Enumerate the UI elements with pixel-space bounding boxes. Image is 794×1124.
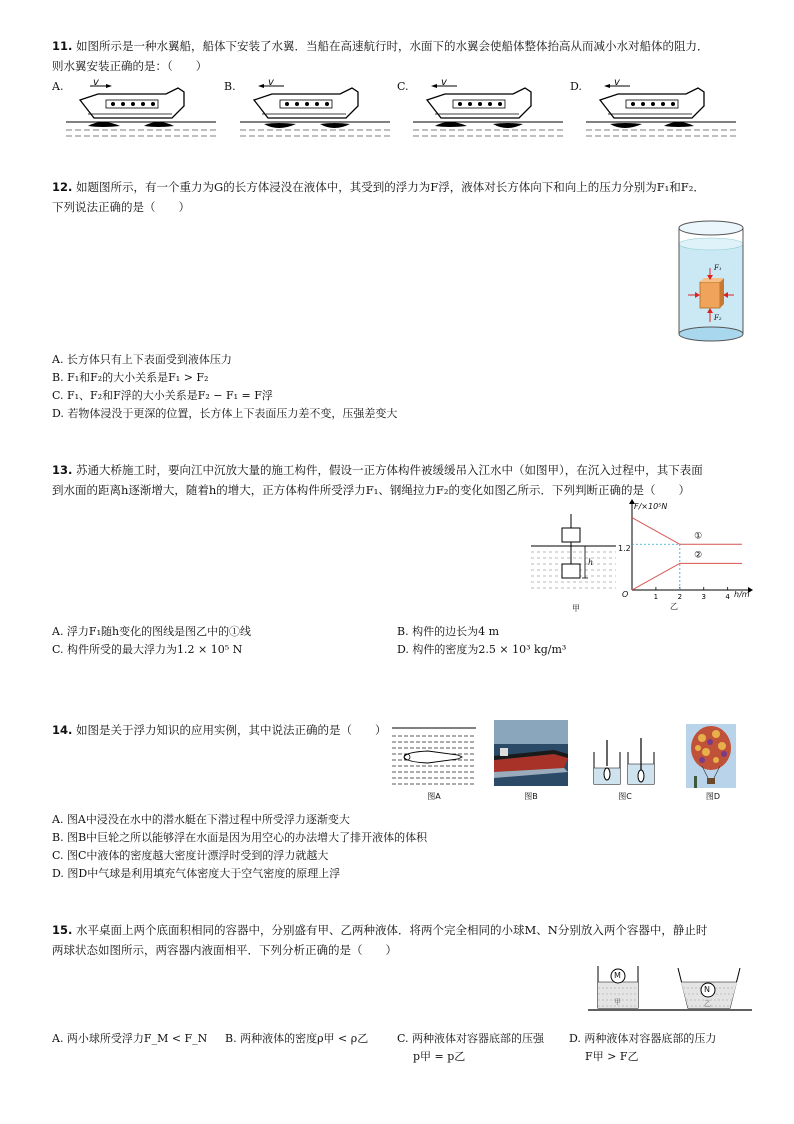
q12-stem (52, 177, 762, 217)
question-text: 如图是关于浮力知识的应用实例，其中说法正确的是（ ） (76, 723, 387, 737)
option-d-line1: D. 两种液体对容器底部的压力 (569, 1032, 717, 1045)
q13-option-b: B. 构件的边长为4 m (397, 625, 500, 638)
question-text: 如题图所示，有一个重力为G的长方体浸没在液体中，其受到的浮力为F浮，液体对长方体向下和向上的压力分别为F₁和F₂． (76, 180, 705, 194)
option-a: A. 图A中浸没在水中的潜水艇在下潜过程中所受浮力逐渐变大 (52, 813, 350, 826)
q13-stem (52, 460, 772, 500)
question-text: 苏通大桥施工时，要向江中沉放大量的施工构件，假设一正方体构件被缓缓吊入江水中（如图甲），在沉入过程中，其下表面 (76, 463, 703, 477)
f1-label: F₁ (714, 264, 722, 272)
series-label-1: ① (694, 531, 703, 542)
question-number: 11. (52, 39, 73, 53)
option-a: A. 长方体只有上下表面受到液体压力 (52, 353, 232, 366)
hydrometer-figure (590, 736, 660, 786)
option-c: C. F₁、F₂和F浮的大小关系是F₂ − F₁ = F浮 (52, 389, 273, 402)
series-line-2 (632, 563, 742, 590)
question-text: 水平桌面上两个底面积相同的容器中，分别盛有甲、乙两种液体．将两个完全相同的小球M、N分别放入两个容器中，静止时 (76, 923, 708, 937)
question-text: 两球状态如图所示，两容器内液面相平．下列分析正确的是（ ） (52, 943, 397, 957)
caption-jia: 甲 (572, 604, 580, 613)
q15-option-c (397, 1030, 567, 1066)
hydrofoil-ship-figure-b (240, 78, 390, 138)
q11-option-c-label: C. (397, 80, 409, 93)
series-line-1 (632, 518, 742, 545)
caption-c: 图C (618, 792, 632, 801)
q14-options (52, 811, 652, 883)
velocity-label: v (441, 77, 447, 88)
question-number: 14. (52, 723, 73, 737)
cargo-ship-photo (494, 720, 568, 786)
hot-air-balloon-photo (686, 724, 736, 788)
q11-option-d-label: D. (570, 80, 582, 93)
x-tick-label: 2 (677, 593, 683, 601)
caption-d: 图D (705, 792, 721, 801)
caption-b: 图B (524, 792, 538, 801)
x-tick-label: 3 (701, 593, 706, 601)
q15-option-b: B. 两种液体的密度ρ甲 < ρ乙 (225, 1032, 369, 1045)
liquid-yi-label: 乙 (704, 1000, 711, 1008)
chart-ytick: 1.2 (618, 544, 631, 553)
chart-xlabel: h/m (734, 590, 750, 599)
option-c-line1: C. 两种液体对容器底部的压强 (397, 1032, 545, 1045)
f2-label: F₂ (714, 314, 722, 322)
option-c: C. 图C中液体的密度越大密度计漂浮时受到的浮力就越大 (52, 849, 329, 862)
q15-stem (52, 920, 772, 960)
q15-containers-figure (588, 960, 752, 1016)
velocity-label: v (268, 77, 274, 88)
velocity-label: v (93, 77, 99, 88)
liquid-jia-label: 甲 (614, 998, 621, 1006)
ship-hull (80, 84, 184, 118)
option-b: B. F₁和F₂的大小关系是F₁ > F₂ (52, 371, 209, 384)
option-d: D. 图D中气球是利用填充气体密度大于空气密度的原理上浮 (52, 867, 341, 880)
cuboid (700, 282, 720, 308)
q11-option-b-label: B. (224, 80, 236, 93)
hydrofoil-ship-figure-c (413, 78, 563, 138)
hydrofoil-ship-figure-d (586, 78, 736, 138)
x-tick-label: 4 (725, 593, 730, 601)
caption-a: 图A (427, 792, 441, 801)
question-number: 12. (52, 180, 73, 194)
q11-option-a-label: A. (52, 80, 64, 93)
q13-option-c: C. 构件所受的最大浮力为1.2 × 10⁵ N (52, 643, 243, 656)
question-text: 如图所示是一种水翼船，船体下安装了水翼．当船在高速航行时，水面下的水翼会使船体整体抬高从而减小水对船体的阻力． (76, 39, 709, 53)
option-c-line2: p甲 = p乙 (413, 1050, 466, 1063)
q13-chart (618, 502, 748, 602)
question-text: 到水面的距离h逐渐增大，随着h的增大，正方体构件所受浮力F₁、钢绳拉力F₂的变化如图乙所示．下列判断正确的是（ ） (52, 483, 690, 497)
hydrofoil (88, 122, 120, 127)
chart-ylabel: F/×10⁵N (634, 502, 668, 511)
h-label: h (588, 558, 594, 567)
question-number: 13. (52, 463, 73, 477)
question-text: 下列说法正确的是（ ） (52, 200, 190, 214)
submarine-figure (392, 726, 476, 786)
hydrofoil (144, 122, 174, 127)
velocity-label: v (614, 77, 620, 88)
option-d-line2: F甲 > F乙 (585, 1050, 639, 1063)
q12-options (52, 351, 652, 423)
q15-option-a: A. 两小球所受浮力F_M < F_N (52, 1032, 208, 1045)
q13-fig-jia (531, 514, 616, 599)
chart-origin: O (622, 590, 629, 599)
q15-option-d (569, 1030, 749, 1066)
q11-stem (52, 36, 762, 76)
question-number: 15. (52, 923, 73, 937)
option-d: D. 若物体浸没于更深的位置，长方体上下表面压力差不变，压强差变大 (52, 407, 398, 420)
x-tick-label: 1 (653, 593, 659, 601)
ball-n-label: N (704, 985, 710, 994)
series-label-2: ② (694, 550, 703, 561)
option-b: B. 图B中巨轮之所以能够浮在水面是因为用空心的办法增大了排开液体的体积 (52, 831, 428, 844)
q13-option-a: A. 浮力F₁随h变化的图线是图乙中的①线 (52, 625, 252, 638)
q13-option-d: D. 构件的密度为2.5 × 10³ kg/m³ (397, 643, 567, 656)
ball-m-label: M (614, 971, 621, 980)
caption-yi: 乙 (670, 602, 678, 611)
hydrofoil-ship-figure-a (66, 78, 216, 138)
question-text: 则水翼安装正确的是：（ ） (52, 59, 208, 73)
q12-cylinder-figure (676, 218, 746, 344)
